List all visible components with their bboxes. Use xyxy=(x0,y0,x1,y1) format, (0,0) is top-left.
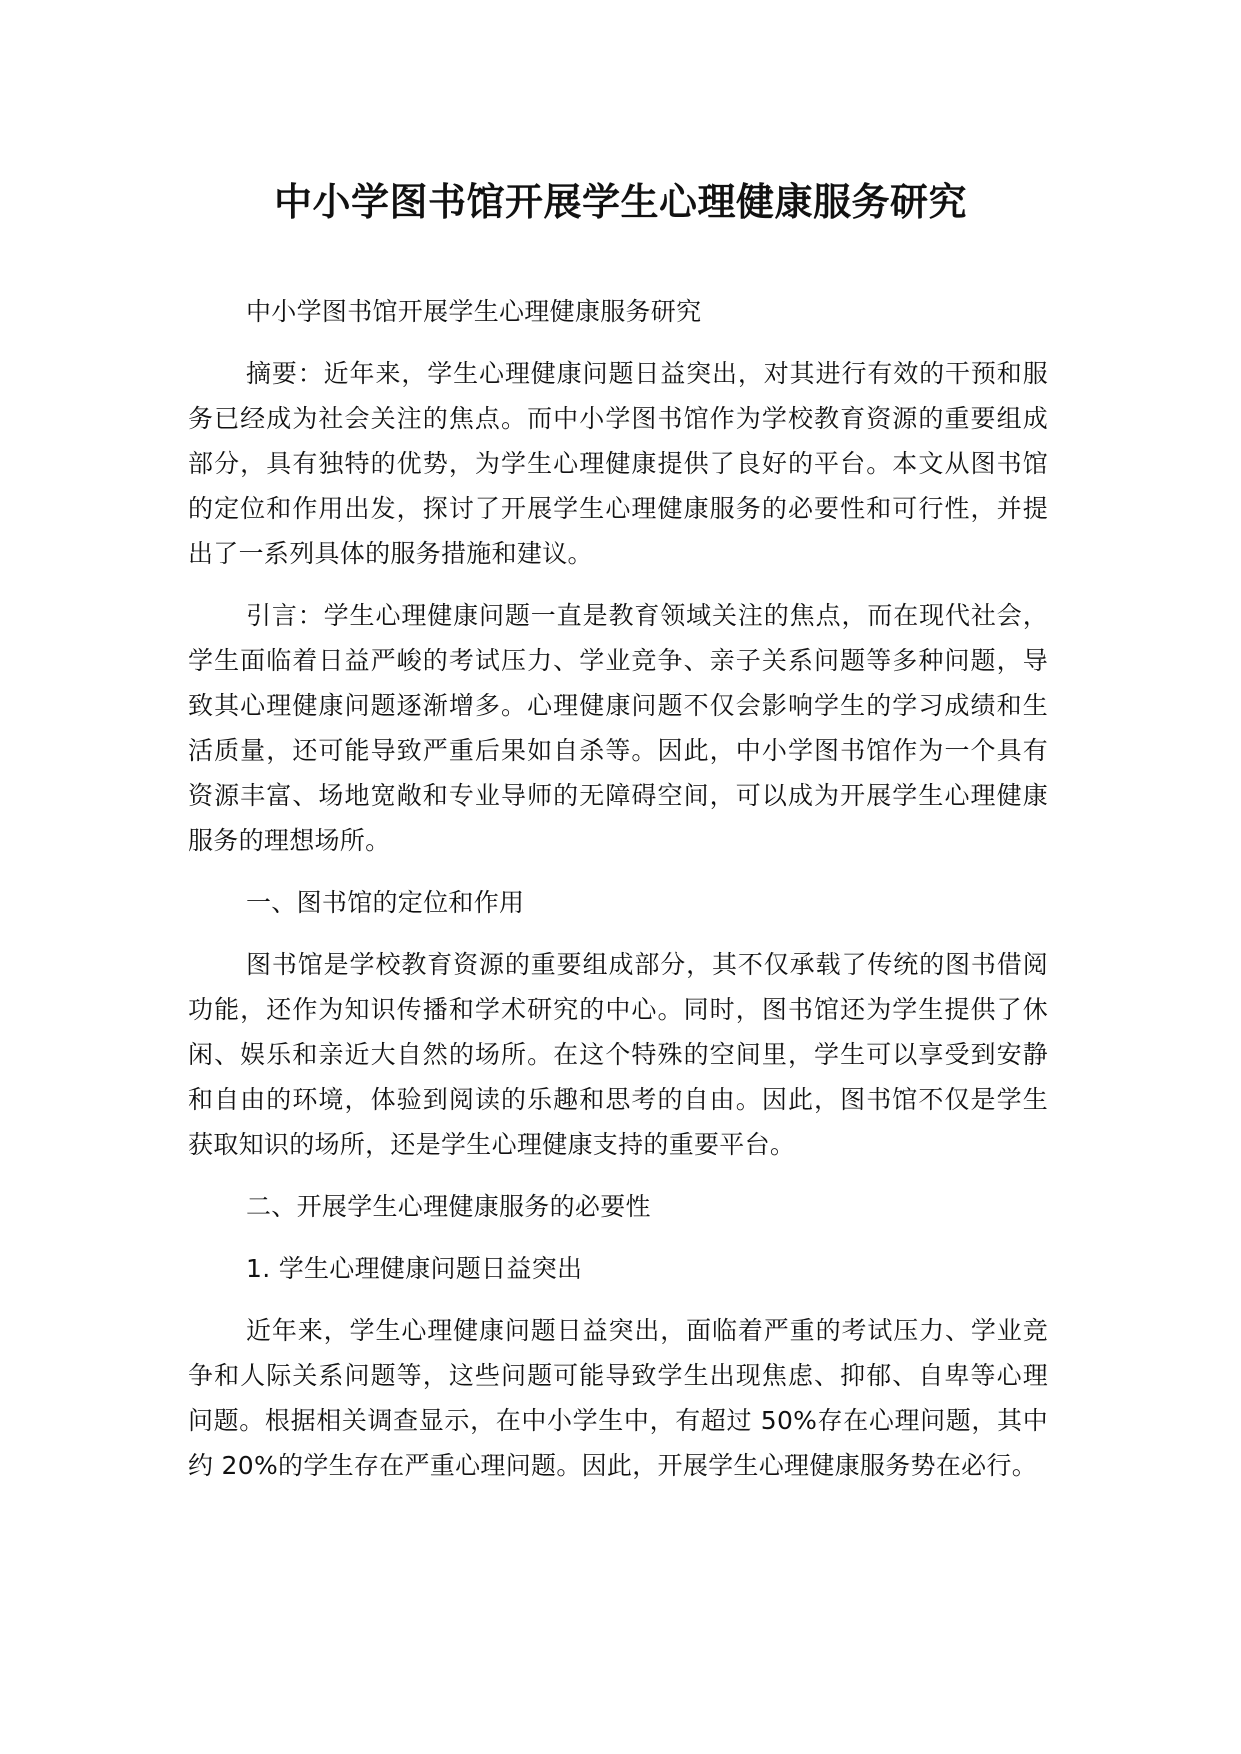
document-title: 中小学图书馆开展学生心理健康服务研究 xyxy=(273,180,967,224)
subsection-1-heading: 1. 学生心理健康问题日益突出 xyxy=(246,1254,583,1283)
section-1-heading: 一、图书馆的定位和作用 xyxy=(246,888,525,917)
document-subtitle: 中小学图书馆开展学生心理健康服务研究 xyxy=(246,297,702,326)
subsection-1-paragraph: 近年来，学生心理健康问题日益突出，面临着严重的考试压力、学业竞争和人际关系问题等，这些问题可能导致学生出现焦虑、抑郁、自卑等心理问题。根据相关调查显示，在中小学生中，有超过 50%存在心理问题，其中约 20%的学生存在严重心理问题。因此，开展学生心理健康服务势在必行。 xyxy=(188,1316,1048,1480)
introduction-paragraph: 引言：学生心理健康问题一直是教育领域关注的焦点，而在现代社会，学生面临着日益严峻的考试压力、学业竞争、亲子关系问题等多种问题，导致其心理健康问题逐渐增多。心理健康问题不仅会影响学生的学习成绩和生活质量，还可能导致严重后果如自杀等。因此，中小学图书馆作为一个具有资源丰富、场地宽敞和专业导师的无障碍空间，可以成为开展学生心理健康服务的理想场所。 xyxy=(188,601,1048,855)
section-2-heading: 二、开展学生心理健康服务的必要性 xyxy=(246,1192,651,1221)
abstract-paragraph: 摘要：近年来，学生心理健康问题日益突出，对其进行有效的干预和服务已经成为社会关注的焦点。而中小学图书馆作为学校教育资源的重要组成部分，具有独特的优势，为学生心理健康提供了良好的平台。本文从图书馆的定位和作用出发，探讨了开展学生心理健康服务的必要性和可行性，并提出了一系列具体的服务措施和建议。 xyxy=(188,359,1048,568)
document-body xyxy=(188,289,1048,1505)
section-1-paragraph: 图书馆是学校教育资源的重要组成部分，其不仅承载了传统的图书借阅功能，还作为知识传播和学术研究的中心。同时，图书馆还为学生提供了休闲、娱乐和亲近大自然的场所。在这个特殊的空间里，学生可以享受到安静和自由的环境，体验到阅读的乐趣和思考的自由。因此，图书馆不仅是学生获取知识的场所，还是学生心理健康支持的重要平台。 xyxy=(188,950,1048,1159)
